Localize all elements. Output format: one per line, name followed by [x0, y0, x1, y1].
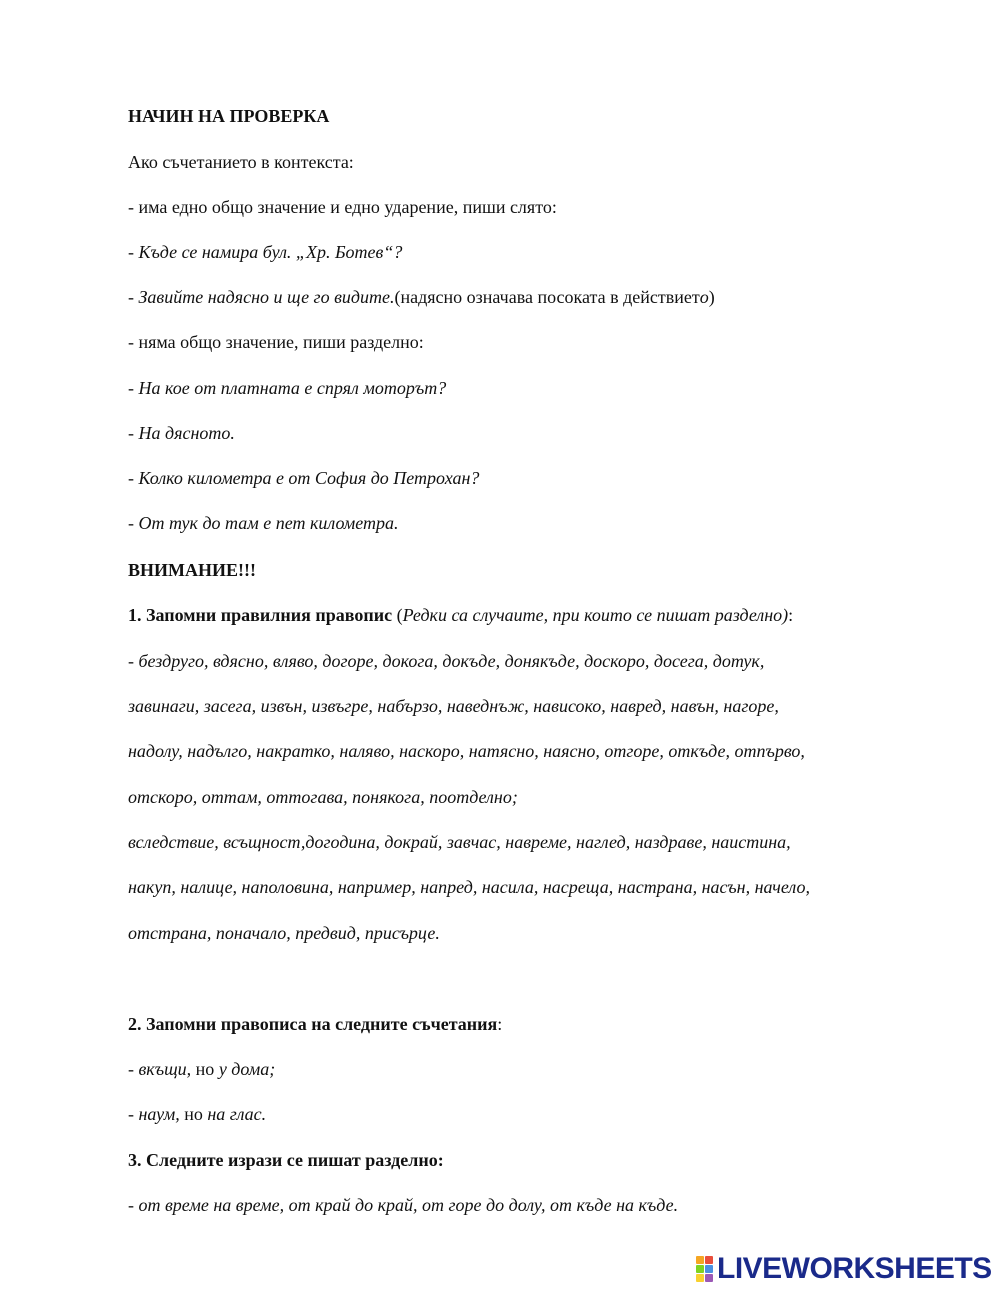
section-2-colon: :: [497, 1014, 503, 1034]
example-answer-1-note-italic: о: [699, 287, 709, 307]
liveworksheets-logo[interactable]: [696, 1254, 992, 1284]
section-2-item-2-b: на глас.: [207, 1104, 267, 1124]
section-1-heading: [128, 604, 793, 626]
logo-block: [696, 1274, 704, 1282]
logo-block: [705, 1265, 713, 1273]
example-answer-1: [128, 286, 715, 308]
example-question-3: - Колко километра е от София до Петрохан?: [128, 468, 480, 488]
logo-block: [705, 1256, 713, 1264]
rule-one: - има едно общо значение и едно ударение, пиши слято:: [128, 197, 557, 217]
intro-text: Ако съчетанието в контекста:: [128, 152, 354, 172]
section-2-item-1-a: - вкъщи,: [128, 1059, 196, 1079]
example-answer-1-note: (надясно означава посоката в действиет: [394, 287, 700, 307]
section-1-line: вследствие, всъщност,догодина, докрай, завчас, навреме, наглед, наздраве, наистина,: [128, 832, 791, 852]
logo-block: [696, 1256, 704, 1264]
section-1-line: - бездруго, вдясно, вляво, догоре, докога, докъде, донякъде, доскоро, досега, дотук,: [128, 651, 765, 671]
section-1-title: 1. Запомни правилния правопис: [128, 605, 393, 625]
example-answer-2: - На дясното.: [128, 423, 235, 443]
example-question-2: - На кое от платната е спрял моторът?: [128, 378, 447, 398]
example-question-1: - Къде се намира бул. „Хр. Ботев“?: [128, 242, 403, 262]
rule-two: - няма общо значение, пиши разделно:: [128, 332, 424, 352]
logo-block: [696, 1265, 704, 1273]
logo-blocks-icon: [696, 1256, 713, 1282]
section-3-title: 3. Следните изрази се пишат разделно:: [128, 1150, 444, 1170]
section-1-line: отскоро, оттам, оттогава, понякога, поотделно;: [128, 787, 518, 807]
section-2-item-2: [128, 1103, 266, 1125]
section-1-note: Редки са случаите, при които се пишат разделно): [402, 605, 789, 625]
section-2-item-1: [128, 1058, 275, 1080]
attention-heading: ВНИМАНИЕ!!!: [128, 560, 256, 580]
section-1-note-close: :: [788, 605, 794, 625]
section-1-line: накуп, налице, наполовина, например, напред, насила, насреща, настрана, насън, начело,: [128, 877, 810, 897]
example-answer-1-note-end: ): [708, 287, 715, 307]
section-2-item-1-but: но: [195, 1059, 219, 1079]
section-1-line: отстрана, поначало, предвид, присърце.: [128, 923, 440, 943]
section-1-note-open: (: [392, 605, 403, 625]
section-3-line: - от време на време, от край до край, от горе до долу, от къде на къде.: [128, 1195, 679, 1215]
example-answer-1-text: - Завийте надясно и ще го видите.: [128, 287, 395, 307]
logo-block: [705, 1274, 713, 1282]
section-2-item-2-but: но: [184, 1104, 208, 1124]
example-answer-3: - От тук до там е пет километра.: [128, 513, 399, 533]
section-2-item-1-b: у дома;: [218, 1059, 276, 1079]
section-2-heading: [128, 1013, 502, 1035]
section-1-line: завинаги, засега, извън, извъгре, набързо, наведнъж, нависоко, навред, навън, нагоре,: [128, 696, 779, 716]
logo-text: LIVEWORKSHEETS: [717, 1252, 992, 1285]
section-2-title: 2. Запомни правописа на следните съчетания: [128, 1014, 498, 1034]
section-2-item-2-a: - наум,: [128, 1104, 185, 1124]
page-title: НАЧИН НА ПРОВЕРКА: [128, 106, 330, 126]
section-1-line: надолу, надълго, накратко, наляво, наскоро, натясно, наясно, отгоре, откъде, отпърво,: [128, 741, 805, 761]
